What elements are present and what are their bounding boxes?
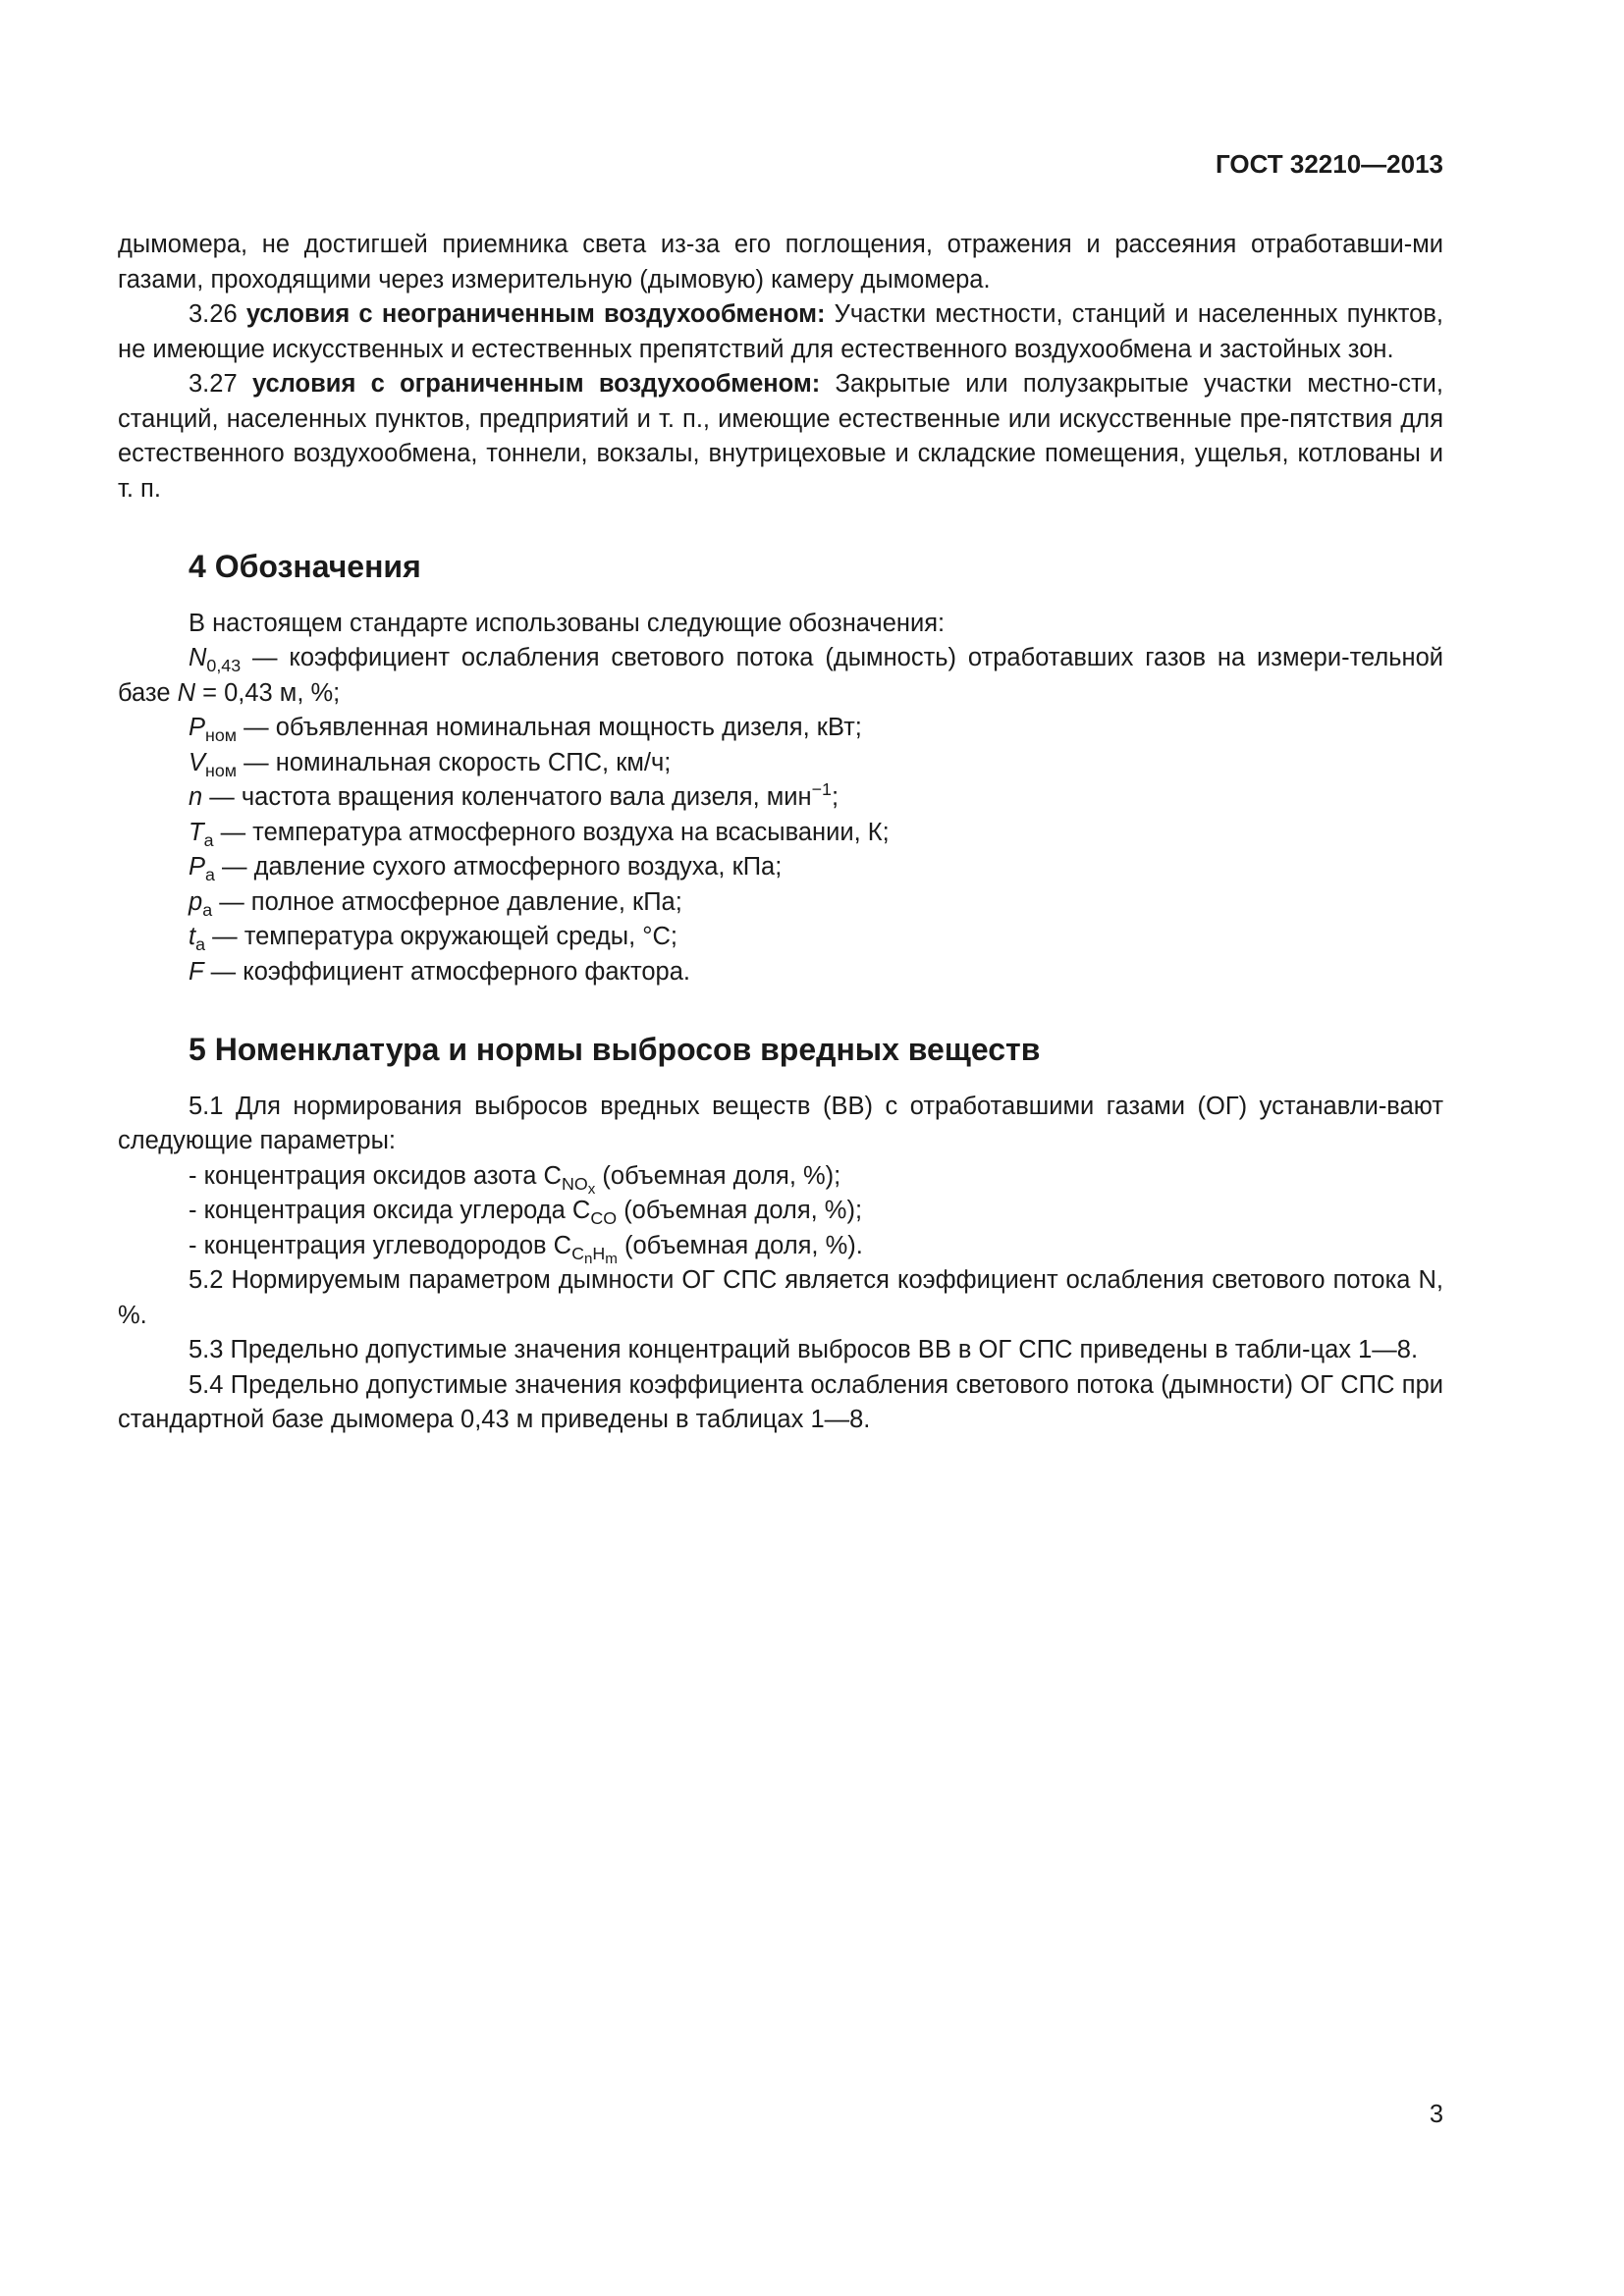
symbol-item: F — коэффициент атмосферного фактора. bbox=[189, 957, 690, 986]
parameter-item: - концентрация оксида углерода $C_{CO}$ (объемная доля, %); bbox=[189, 1197, 863, 1228]
symbol-item: $T_а$ — температура атмосферного воздуха на всасывании, К; bbox=[189, 818, 890, 850]
parameter-item: - концентрация оксидов азота $C_{NO_x}$ (объемная доля, %); bbox=[189, 1161, 841, 1198]
symbol-item: $V_{ном}$ — номинальная скорость СПС, км/ч; bbox=[189, 748, 672, 780]
definition-term: условия с ограниченным воздухообменом: bbox=[251, 370, 821, 398]
page-number: 3 bbox=[1429, 2101, 1443, 2128]
symbol-item: $t_а$ — температура окружающей среды, °С; bbox=[189, 923, 677, 954]
section-4-intro: В настоящем стандарте использованы следующие обозначения: bbox=[189, 609, 946, 637]
symbol-item: n — частота вращения коленчатого вала дизеля, мин$^{-1}$; bbox=[189, 779, 839, 811]
symbol-item: $p_а$ — полное атмосферное давление, кПа; bbox=[189, 887, 682, 920]
paragraph-5-3: 5.3 Предельно допустимые значения концентраций выбросов ВВ в ОГ СПС приведены в табли-цах 1—8. bbox=[189, 1336, 1419, 1363]
definition-number: 3.27 bbox=[189, 370, 238, 398]
definition-text: Участки местности, станций и населенных пунктов, не имеющие искусственных и естественных препятствий для естественного воздухообмена и застойных зон. bbox=[118, 300, 1443, 363]
symbol-item: $N_{0,43}$ — коэффициент ослабления светового потока (дымность) отработавших газов на измери-тельной базе N = 0,43 м, %; bbox=[118, 644, 1443, 707]
continuation-paragraph: дымомера, не достигшей приемника света из-за его поглощения, отражения и рассеяния отработавши-ми газами, проходящими через измерительную (дымовую) камеру дымомера. bbox=[118, 231, 1443, 294]
definition-text: Закрытые или полузакрытые участки местно-сти, станций, населенных пунктов, предприятий и т. п., имеющие естественные или искусственные пре-пятствия для естественного воздухообмена, тоннели, вокзалы, внутрицеховые и складские помещения, ущелья, котлованы и т. п. bbox=[118, 370, 1443, 503]
parameter-item: - концентрация углеводородов $C_{C_nH_m}$ (объемная доля, %). bbox=[189, 1231, 863, 1267]
definition-number: 3.26 bbox=[189, 300, 238, 328]
symbol-item: $P_а$ — давление сухого атмосферного воздуха, кПа; bbox=[189, 853, 783, 884]
body-text bbox=[118, 228, 1443, 1438]
paragraph-5-2: 5.2 Нормируемым параметром дымности ОГ СПС является коэффициент ослабления светового потока N, %. bbox=[118, 1266, 1443, 1329]
document-header: ГОСТ 32210—2013 bbox=[1216, 149, 1443, 179]
paragraph-5-4: 5.4 Предельно допустимые значения коэффициента ослабления светового потока (дымности) ОГ СПС при стандартной базе дымомера 0,43 м приведены в таблицах 1—8. bbox=[118, 1370, 1443, 1433]
definition-3-26 bbox=[118, 297, 1443, 367]
section-4-heading: 4 Обозначения bbox=[189, 549, 421, 584]
symbol-item: $P_{ном}$ — объявленная номинальная мощность дизеля, кВт; bbox=[189, 714, 862, 745]
paragraph-5-1: 5.1 Для нормирования выбросов вредных веществ (ВВ) с отработавшими газами (ОГ) устанавли-вают следующие параметры: bbox=[118, 1092, 1443, 1154]
definition-term: условия с неограниченным воздухообменом: bbox=[245, 300, 826, 328]
definition-3-27 bbox=[118, 367, 1443, 507]
section-5-heading: 5 Номенклатура и нормы выбросов вредных веществ bbox=[189, 1032, 1041, 1067]
